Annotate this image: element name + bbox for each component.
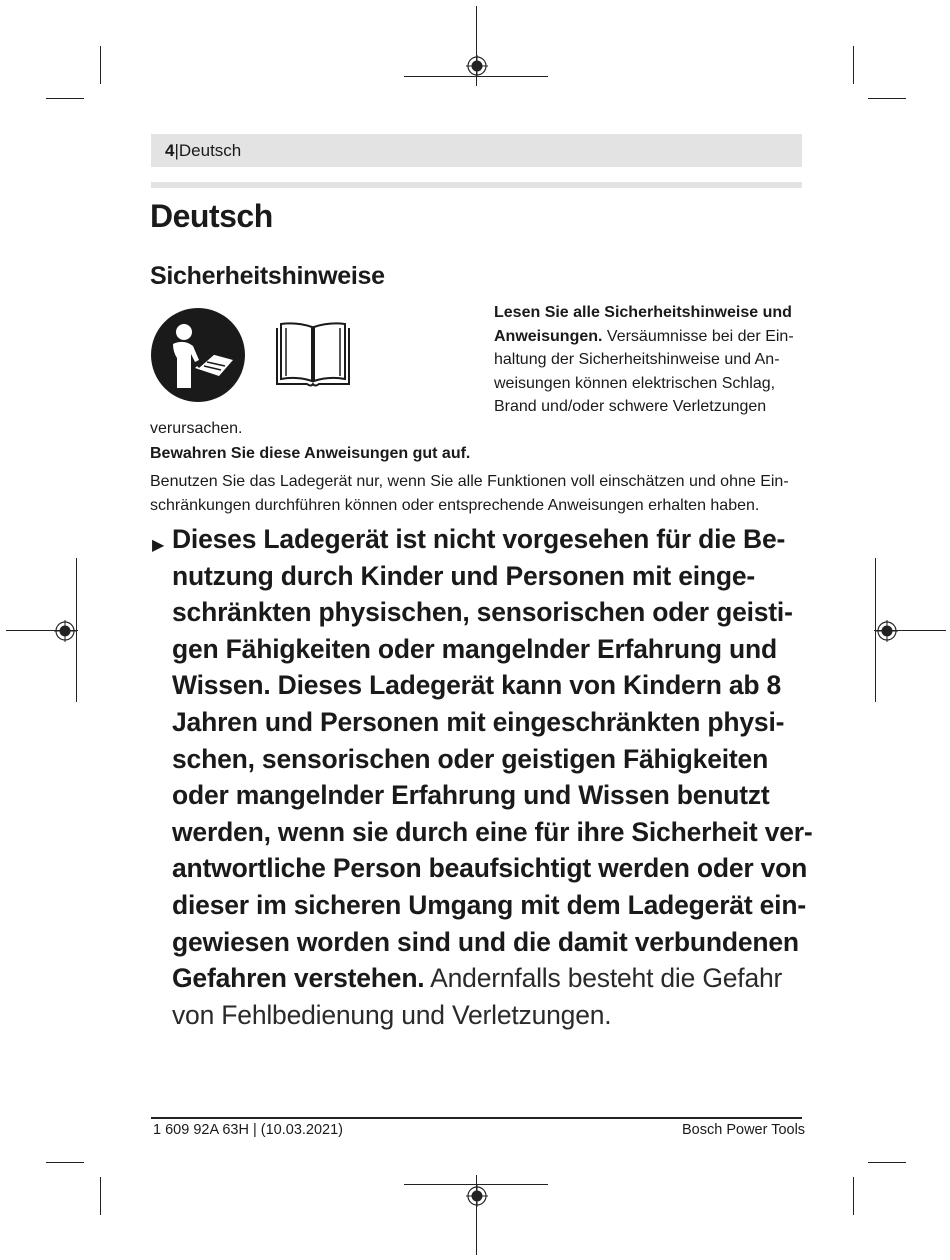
text-line: weisungen können elektrischen Schlag, [494,374,776,392]
page-number: 4 [165,141,175,160]
crop-mark [868,1162,906,1163]
text-line: Brand und/oder schwere Verletzungen [494,398,767,415]
registration-mark-icon [466,55,488,77]
warning-line: schränkten physischen, sensorischen oder geisti- [172,597,793,628]
section-title: Sicherheitshinweise [150,262,385,290]
warning-line: nutzung durch Kinder und Personen mit einge- [172,560,756,591]
crop-mark [46,98,84,99]
bullet-icon: ▶ [152,537,165,554]
warning-line: von Fehlbedienung und Verletzungen. [172,999,612,1030]
usage-text [150,470,789,517]
registration-line [76,558,77,702]
warning-line: dieser im sicheren Umgang mit dem Ladegerät ein- [172,889,806,920]
warning-line: gen Fähigkeiten oder mangelnder Erfahrung und [172,633,777,664]
intro-continuation: verursachen. [150,420,243,437]
text-line: schränkungen durchführen können oder entsprechende Anweisungen erhalten haben. [150,496,760,514]
read-manual-icon [151,308,245,402]
crop-mark [868,98,906,99]
publisher-name: Bosch Power Tools [682,1122,806,1138]
crop-mark [853,1177,854,1215]
warning-line: Wissen. Dieses Ladegerät kann von Kindern ab 8 [172,670,782,701]
warning-line: Jahren und Personen mit eingeschränkten physi- [172,706,785,737]
book-icon [275,322,351,388]
footer-rule [151,1117,802,1119]
crop-mark [853,46,854,84]
crop-mark [100,1177,101,1215]
registration-mark-icon [876,620,898,642]
text-line: haltung der Sicherheitshinweise und An- [494,351,780,368]
crop-mark [100,46,101,84]
warning-line: Dieses Ladegerät ist nicht vorgesehen für die Be- [172,524,786,554]
keep-instructions: Bewahren Sie diese Anweisungen gut auf. [150,445,471,462]
text-line: Lesen Sie alle Sicherheitshinweise und [494,304,792,321]
warning-line: antwortliche Person beaufsichtigt werden oder von [172,853,808,884]
warning-line: gewiesen worden sind und die damit verbundenen [172,926,799,957]
warning-line: schen, sensorischen oder geistigen Fähigkeiten [172,743,769,774]
header-rule [151,182,802,188]
page-header [165,141,241,161]
header-bar [151,134,802,167]
registration-mark-icon [54,620,76,642]
header-separator: | [174,141,179,160]
warning-text [172,521,813,1033]
text-line: Benutzen Sie das Ladegerät nur, wenn Sie alle Funktionen voll einschätzen und ohne Ein- [150,473,789,490]
crop-mark [46,1162,84,1163]
registration-mark-icon [466,1185,488,1207]
document-id: 1 609 92A 63H | (10.03.2021) [153,1122,343,1138]
warning-line: Gefahren verstehen. Andernfalls besteht die Gefahr [172,963,783,994]
warning-line: oder mangelnder Erfahrung und Wissen benutzt [172,780,770,811]
warning-line: werden, wenn sie durch eine für ihre Sicherheit ver- [172,816,813,847]
header-section: Deutsch [178,141,242,160]
text-line: Anweisungen. Versäumnisse bei der Ein- [494,327,794,345]
page-title: Deutsch [150,198,273,234]
intro-text [494,301,804,419]
